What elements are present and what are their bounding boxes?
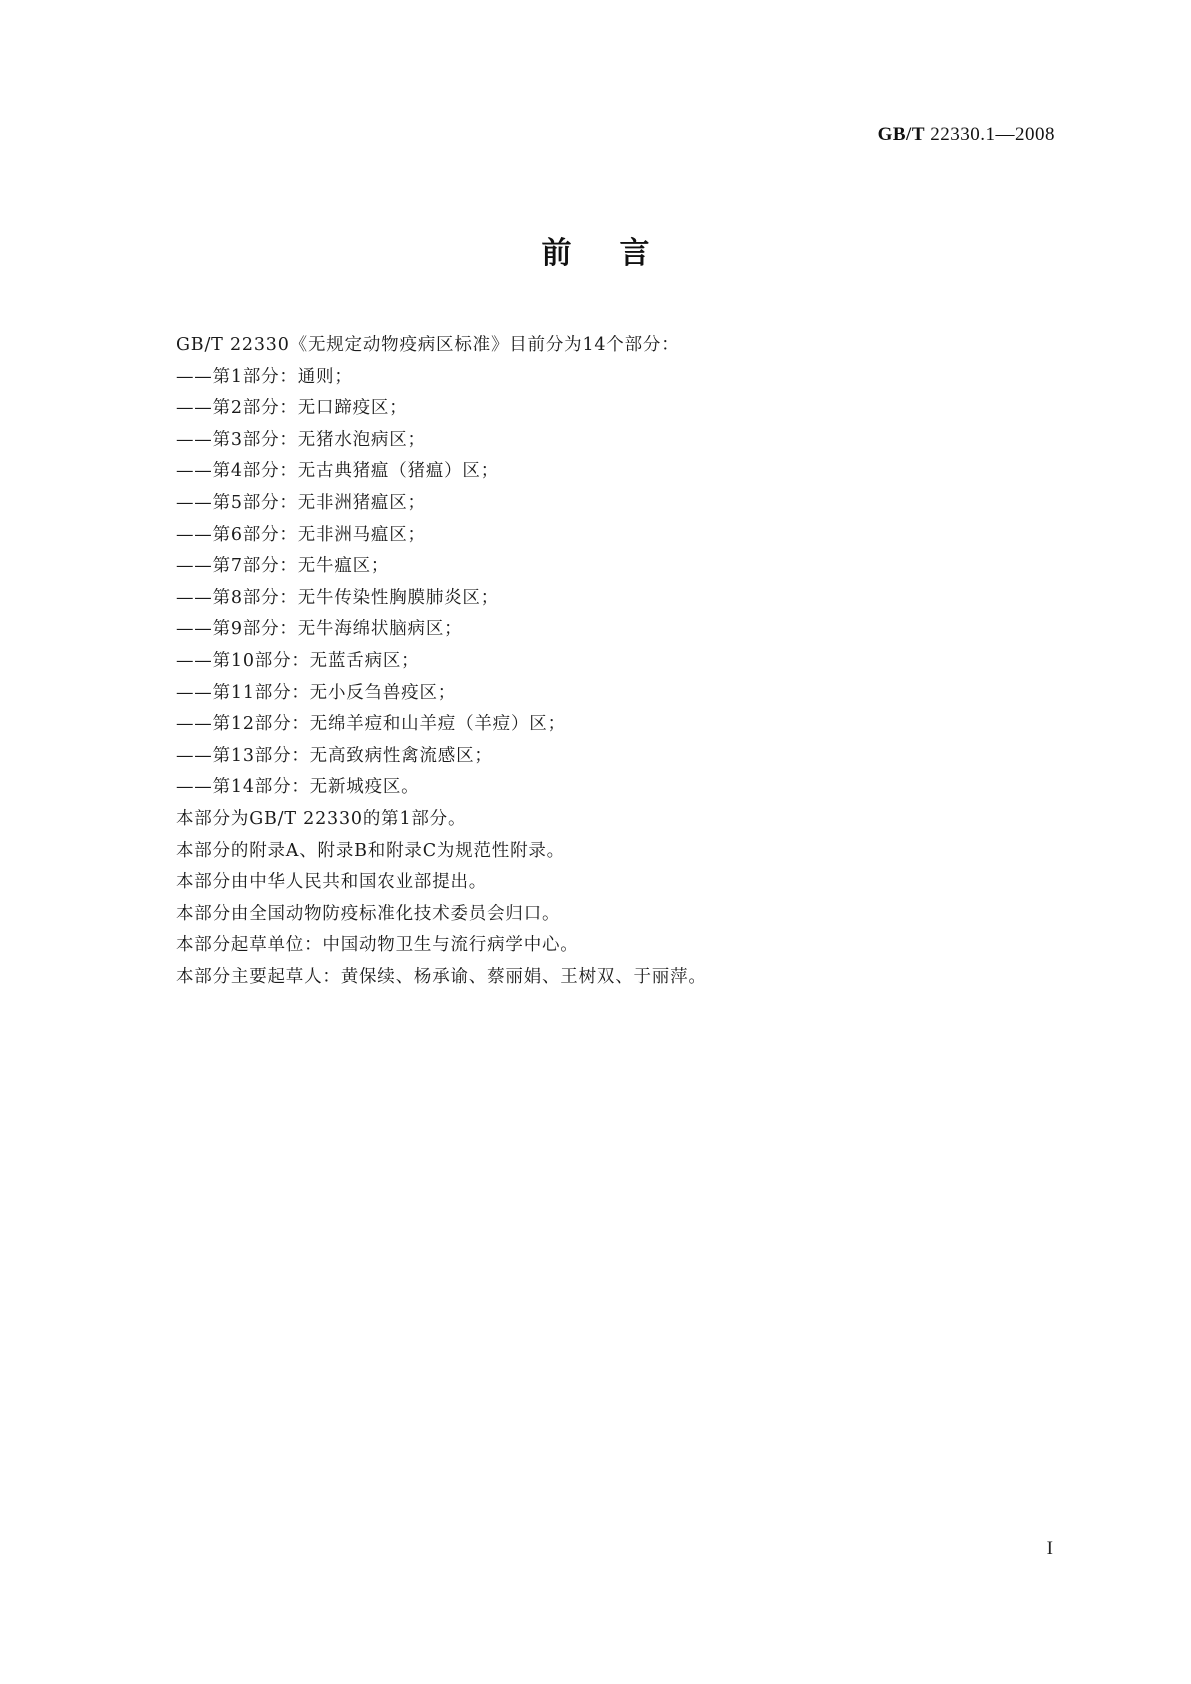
foreword-body <box>176 330 1036 993</box>
page-title: 前言 <box>541 236 698 271</box>
statement-paragraph: 本部分由中华人民共和国农业部提出。 <box>176 872 488 893</box>
part-list-item: ——第1部分：通则； <box>176 366 353 387</box>
part-list-item: ——第11部分：无小反刍兽疫区； <box>176 682 457 703</box>
statement-paragraph: 本部分由全国动物防疫标准化技术委员会归口。 <box>176 903 561 924</box>
standard-number: 22330.1—2008 <box>930 124 1055 145</box>
statement-paragraph: 本部分起草单位：中国动物卫生与流行病学中心。 <box>176 935 579 956</box>
standard-number-header <box>878 124 1055 146</box>
part-list-item: ——第3部分：无猪水泡病区； <box>176 429 426 450</box>
standard-prefix: GB/T <box>877 124 925 145</box>
part-list-item: ——第12部分：无绵羊痘和山羊痘（羊痘）区； <box>176 714 566 735</box>
part-list-item: ——第14部分：无新城疫区。 <box>176 777 420 798</box>
part-list-item: ——第2部分：无口蹄疫区； <box>176 398 408 419</box>
statement-paragraph: 本部分主要起草人：黄保续、杨承谕、蔡丽娟、王树双、于丽萍。 <box>176 966 707 987</box>
part-list-item: ——第8部分：无牛传染性胸膜肺炎区； <box>176 587 500 608</box>
page-number: I <box>1046 1538 1053 1559</box>
part-list-item: ——第9部分：无牛海绵状脑病区； <box>176 619 463 640</box>
intro-paragraph: GB/T 22330《无规定动物疫病区标准》目前分为14个部分： <box>176 335 680 355</box>
part-list-item: ——第7部分：无牛瘟区； <box>176 556 390 577</box>
statement-paragraph: 本部分的附录A、附录B和附录C为规范性附录。 <box>176 840 565 861</box>
part-list-item: ——第5部分：无非洲猪瘟区； <box>176 492 426 513</box>
part-list-item: ——第4部分：无古典猪瘟（猪瘟）区； <box>176 461 500 482</box>
part-list-item: ——第10部分：无蓝舌病区； <box>176 650 420 671</box>
statement-paragraph: 本部分为GB/T 22330的第1部分。 <box>176 808 467 829</box>
part-list-item: ——第13部分：无高致病性禽流感区； <box>176 745 493 766</box>
part-list-item: ——第6部分：无非洲马瘟区； <box>176 524 426 545</box>
